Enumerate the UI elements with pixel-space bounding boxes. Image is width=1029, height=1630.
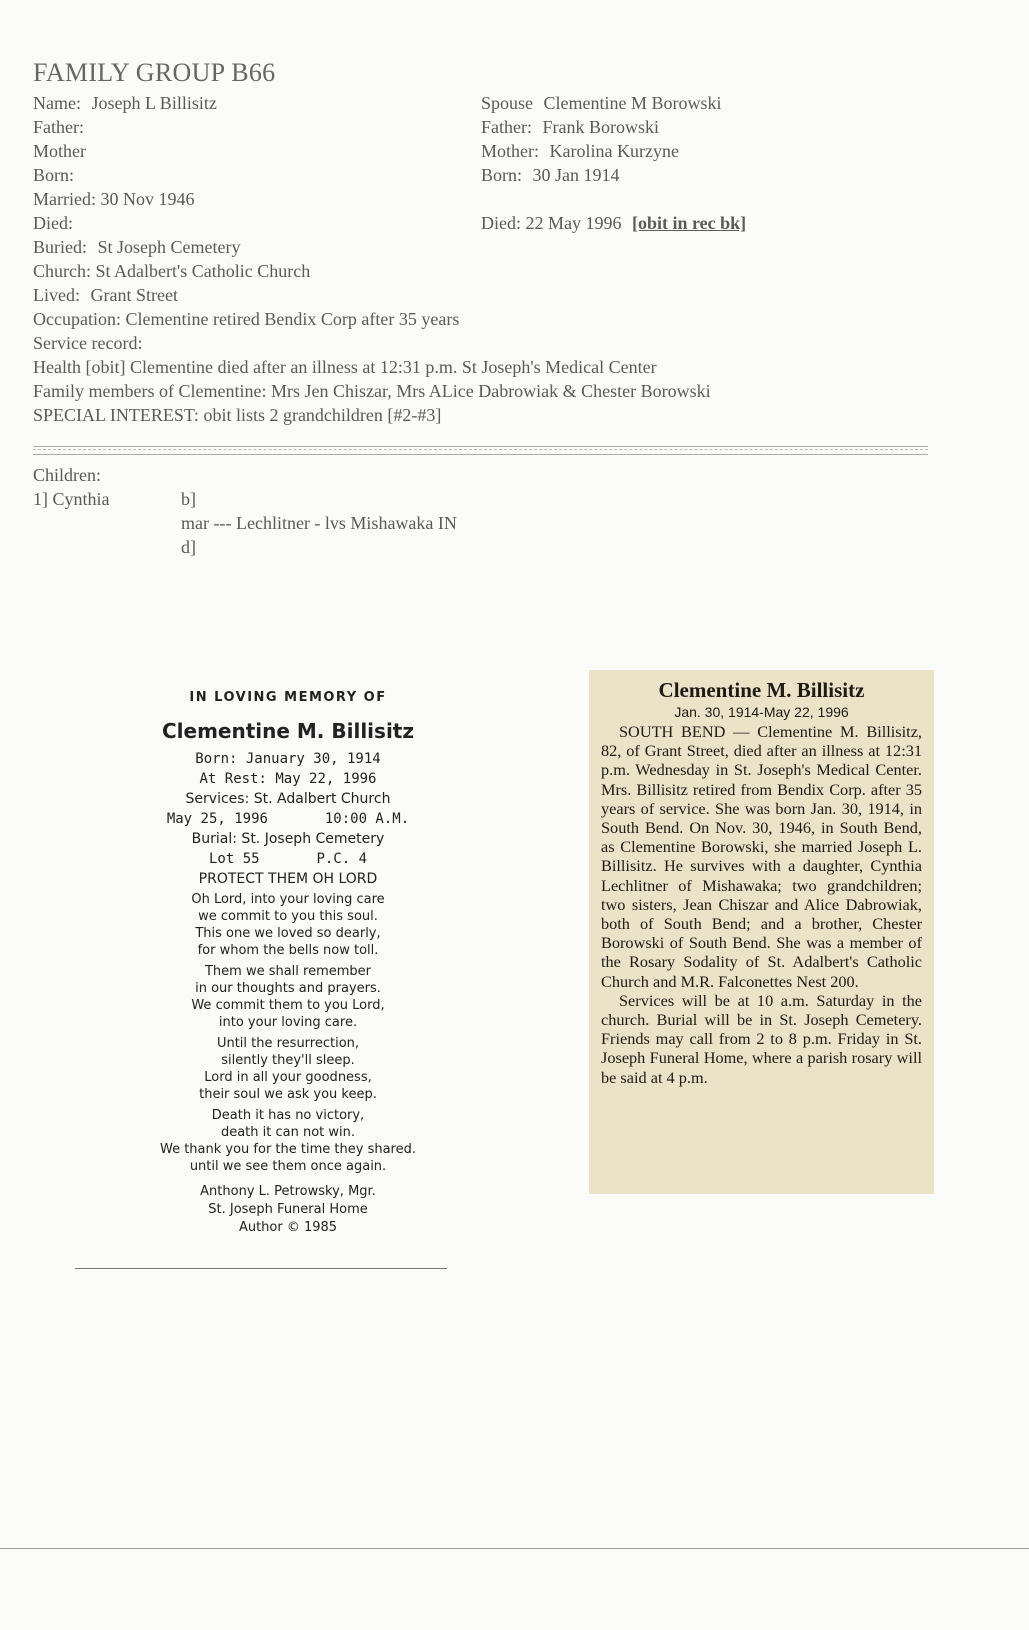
card-credits — [128, 1183, 448, 1237]
card-bottom-line — [75, 1268, 447, 1269]
buried-label: Buried: — [33, 237, 87, 257]
poem-line: Them we shall remember — [204, 964, 372, 979]
memorial-card — [128, 690, 448, 1237]
card-poem — [128, 891, 448, 1175]
husband-born-label: Born: — [33, 165, 75, 185]
poem-line: we commit to you this soul. — [198, 909, 378, 924]
poem-line: until we see them once again. — [189, 1159, 387, 1174]
spouse-father: Frank Borowski — [542, 117, 659, 137]
husband-name-row — [33, 92, 217, 114]
buried-row — [33, 236, 240, 258]
poem-line: Until the resurrection, — [216, 1036, 360, 1051]
spouse-born-row — [481, 164, 620, 186]
child-married: mar --- Lechlitner - lvs Mishawaka IN — [181, 513, 457, 533]
spouse-label: Spouse — [481, 93, 534, 113]
service-row: Service record: — [33, 333, 143, 353]
card-poem-title: PROTECT THEM OH LORD — [198, 871, 378, 887]
children-heading: Children: — [33, 465, 101, 485]
card-heading: IN LOVING MEMORY OF — [189, 690, 387, 705]
card-rest: At Rest: May 22, 1996 — [199, 771, 377, 787]
spouse-father-label: Father: — [481, 117, 532, 137]
child-died: d] — [181, 537, 196, 557]
poem-stanza — [128, 1107, 448, 1175]
poem-stanza — [128, 891, 448, 959]
lived-label: Lived: — [33, 285, 80, 305]
card-born: Born: January 30, 1914 — [195, 751, 381, 767]
special-interest-row: SPECIAL INTEREST: obit lists 2 grandchildren [#2-#3] — [33, 405, 442, 425]
spouse-died-row — [481, 212, 746, 234]
card-date: May 25, 1996 — [166, 811, 268, 827]
obituary-dates: Jan. 30, 1914-May 22, 1996 — [674, 704, 849, 720]
poem-line: Oh Lord, into your loving care — [191, 892, 385, 907]
poem-line: We commit them to you Lord, — [191, 998, 385, 1013]
family-row: Family members of Clementine: Mrs Jen Chiszar, Mrs ALice Dabrowiak & Chester Borowski — [33, 381, 711, 401]
poem-line: into your loving care. — [218, 1015, 358, 1030]
card-burial: Burial: St. Joseph Cemetery — [191, 831, 385, 847]
lived-value: Grant Street — [90, 285, 178, 305]
spouse-died: Died: 22 May 1996 — [481, 213, 622, 233]
card-lot-row — [128, 849, 448, 869]
obituary-paragraph: Services will be at 10 a.m. Saturday in the church. Burial will be in St. Joseph Cemetery. Friends may call from 2 to 8 p.m. Friday in St. Joseph Funeral Home, where a parish rosary will be said at 4 p.m. — [601, 990, 922, 1087]
husband-died-label: Died: — [33, 213, 73, 233]
card-services: Services: St. Adalbert Church — [185, 791, 391, 807]
poem-line: in our thoughts and prayers. — [195, 981, 381, 996]
poem-line: Death it has no victory, — [211, 1108, 365, 1123]
husband-mother-label: Mother — [33, 141, 86, 161]
poem-line: We thank you for the time they shared. — [159, 1142, 416, 1157]
poem-stanza — [128, 1035, 448, 1103]
lived-row — [33, 284, 178, 306]
card-credit-funeral-home: St. Joseph Funeral Home — [208, 1202, 368, 1217]
spouse-row — [481, 92, 722, 114]
poem-line: their soul we ask you keep. — [199, 1087, 377, 1102]
page-bottom-line — [0, 1548, 1029, 1549]
card-pc: P.C. 4 — [316, 851, 368, 867]
health-row: Health [obit] Clementine died after an illness at 12:31 p.m. St Joseph's Medical Center — [33, 357, 657, 377]
poem-line: death it can not win. — [220, 1125, 356, 1140]
card-name: Clementine M. Billisitz — [161, 719, 414, 743]
card-lot: Lot 55 — [208, 851, 260, 867]
spouse-mother-row — [481, 140, 679, 162]
child-name: 1] Cynthia — [33, 489, 110, 509]
poem-line: This one we loved so dearly, — [195, 926, 381, 941]
church-row: Church: St Adalbert's Catholic Church — [33, 261, 311, 281]
poem-line: Lord in all your goodness, — [204, 1070, 372, 1085]
occupation-row: Occupation: Clementine retired Bendix Corp after 35 years — [33, 309, 460, 329]
card-time: 10:00 A.M. — [324, 811, 410, 827]
section-divider — [33, 446, 928, 455]
spouse-mother-label: Mother: — [481, 141, 539, 161]
poem-stanza — [128, 963, 448, 1031]
poem-line: silently they'll sleep. — [221, 1053, 355, 1068]
card-credit-manager: Anthony L. Petrowsky, Mgr. — [200, 1184, 376, 1199]
husband-name: Joseph L Billisitz — [91, 93, 217, 113]
buried-value: St Joseph Cemetery — [97, 237, 241, 257]
page-title: FAMILY GROUP B66 — [33, 58, 276, 87]
married-date: Married: 30 Nov 1946 — [33, 189, 195, 209]
obit-link[interactable]: [obit in rec bk] — [631, 213, 747, 233]
child-born: b] — [181, 489, 196, 509]
spouse-mother: Karolina Kurzyne — [549, 141, 679, 161]
husband-father-label: Father: — [33, 117, 84, 137]
card-credit-author: Author © 1985 — [238, 1220, 338, 1235]
spouse-born-label: Born: — [481, 165, 523, 185]
obituary-heading: Clementine M. Billisitz — [658, 678, 865, 702]
obituary-clipping — [589, 670, 934, 1194]
spouse-father-row — [481, 116, 659, 138]
spouse-name: Clementine M Borowski — [543, 93, 722, 113]
card-date-time — [128, 809, 448, 829]
obituary-paragraph: SOUTH BEND — Clementine M. Billisitz, 82, of Grant Street, died after an illness at 12:31 p.m. Wednesday in St. Joseph's Medical Center. Mrs. Billisitz retired from Bendix Corp. after 35 years of service. She was born Jan. 30, 1914, in South Bend. On Nov. 30, 1946, in South Bend, as Clementine Borowski, she married Joseph L. Billisitz. He survives with a daughter, Cynthia Lechlitner of Mishawaka; two grandchildren; two sisters, Jean Chiszar and Alice Dabrowiak, both of South Bend; and a brother, Chester Borowski of South Bend. She was a member of the Rosary Sodality of St. Adalbert's Catholic Church and M.R. Falconettes Nest 200. — [601, 722, 922, 991]
poem-line: for whom the bells now toll. — [197, 943, 379, 958]
spouse-born: 30 Jan 1914 — [532, 165, 620, 185]
name-label: Name: — [33, 93, 81, 113]
